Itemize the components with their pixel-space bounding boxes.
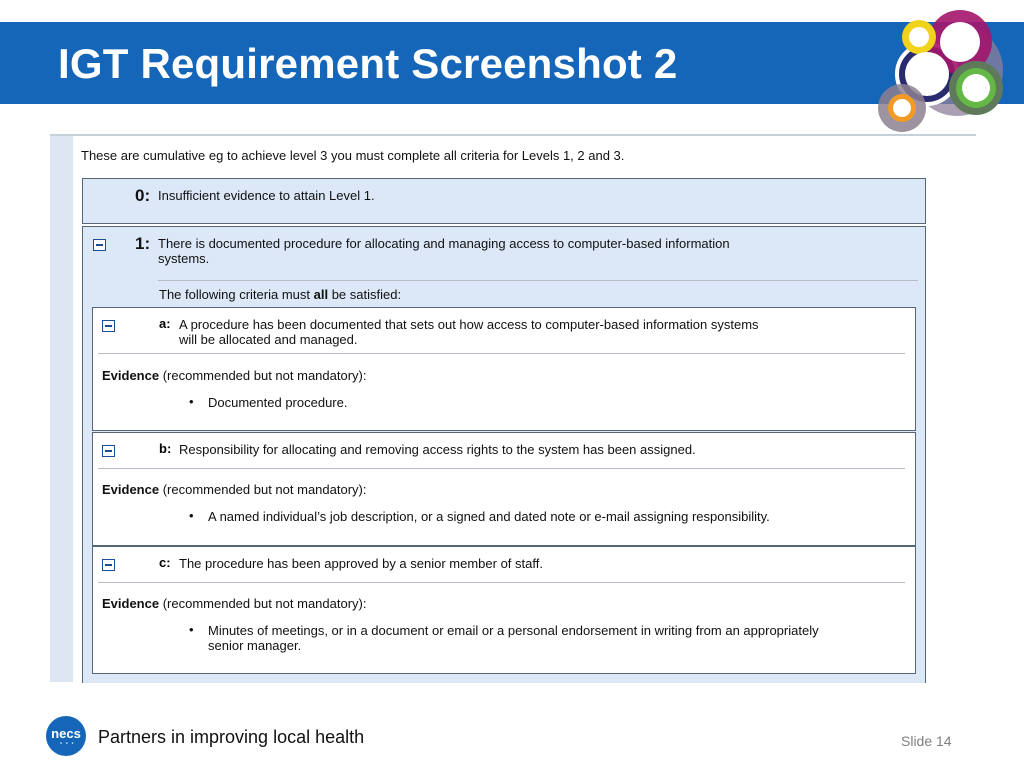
evidence-note: (recommended but not mandatory): (159, 368, 367, 383)
criterion-c (92, 546, 916, 674)
criterion-a (92, 307, 916, 431)
criterion-b-separator (98, 468, 905, 469)
decorative-circles-logo (872, 0, 1022, 140)
evidence-note: (recommended but not mandatory): (159, 482, 367, 497)
criterion-b (92, 432, 916, 546)
necs-logo-text: necs (51, 726, 81, 741)
level-1-box (82, 226, 926, 683)
level-1-text-line1: There is documented procedure for allocating and managing access to computer-based information (158, 236, 730, 251)
criterion-b-letter: b: (159, 441, 172, 456)
level-1-text-line2: systems. (158, 251, 210, 266)
evidence-label: Evidence (102, 368, 160, 383)
level-0-number: 0: (135, 186, 151, 205)
collapse-minus-icon[interactable] (102, 559, 115, 571)
logo-dots: • • • (60, 741, 75, 747)
evidence-label: Evidence (102, 482, 160, 497)
collapse-minus-icon[interactable] (93, 239, 106, 251)
level-1-separator (158, 280, 918, 281)
criterion-b-text-line1: Responsibility for allocating and removing access rights to the system has been assigned. (179, 442, 696, 457)
bullet-dot: • (189, 622, 194, 637)
title-bar (0, 22, 1024, 104)
criteria-prefix: The following criteria must (159, 287, 314, 302)
left-gutter (50, 136, 73, 682)
evidence-label: Evidence (102, 596, 160, 611)
criterion-c-bullet-line1: Minutes of meetings, or in a document or email or a personal endorsement in writing from an appropriately (208, 623, 819, 638)
circle-yellow-inner (909, 27, 929, 47)
necs-logo (46, 716, 86, 756)
level-1-number: 1: (135, 234, 151, 253)
criterion-c-bullet-line2: senior manager. (208, 638, 302, 653)
criterion-c-evidence (102, 596, 366, 611)
criteria-instruction (159, 287, 401, 302)
criterion-a-text-line1: A procedure has been documented that sets out how access to computer-based information systems (179, 317, 759, 332)
footer-tagline: Partners in improving local health (98, 727, 365, 747)
criterion-a-evidence (102, 368, 366, 383)
collapse-minus-icon[interactable] (102, 320, 115, 332)
criterion-a-bullet-1: Documented procedure. (208, 395, 348, 410)
igt-screenshot (50, 134, 976, 682)
criterion-a-text-line2: will be allocated and managed. (179, 332, 358, 347)
collapse-minus-icon[interactable] (102, 445, 115, 457)
level-0-text: Insufficient evidence to attain Level 1. (158, 188, 375, 203)
bullet-dot: • (189, 508, 194, 523)
bullet-dot: • (189, 394, 194, 409)
criterion-b-evidence (102, 482, 366, 497)
circle-orange-inner (893, 99, 911, 117)
intro-text: These are cumulative eg to achieve level 3 you must complete all criteria for Levels 1, 2 and 3. (81, 148, 625, 163)
criterion-c-separator (98, 582, 905, 583)
criteria-bold: all (313, 287, 329, 302)
criterion-a-separator (98, 353, 905, 354)
criteria-suffix: be satisfied: (328, 287, 402, 302)
evidence-note: (recommended but not mandatory): (159, 596, 367, 611)
slide-number: Slide 14 (901, 733, 952, 749)
criterion-c-letter: c: (159, 555, 171, 570)
circle-green-inner (962, 74, 990, 102)
criterion-c-text-line1: The procedure has been approved by a senior member of staff. (179, 556, 543, 571)
slide-title: IGT Requirement Screenshot 2 (58, 40, 678, 87)
criterion-a-letter: a: (159, 316, 171, 331)
level-0-box (82, 178, 926, 224)
criterion-b-bullet-1: A named individual’s job description, or a signed and dated note or e-mail assigning responsibility. (208, 509, 770, 524)
circle-magenta-inner (940, 22, 980, 62)
